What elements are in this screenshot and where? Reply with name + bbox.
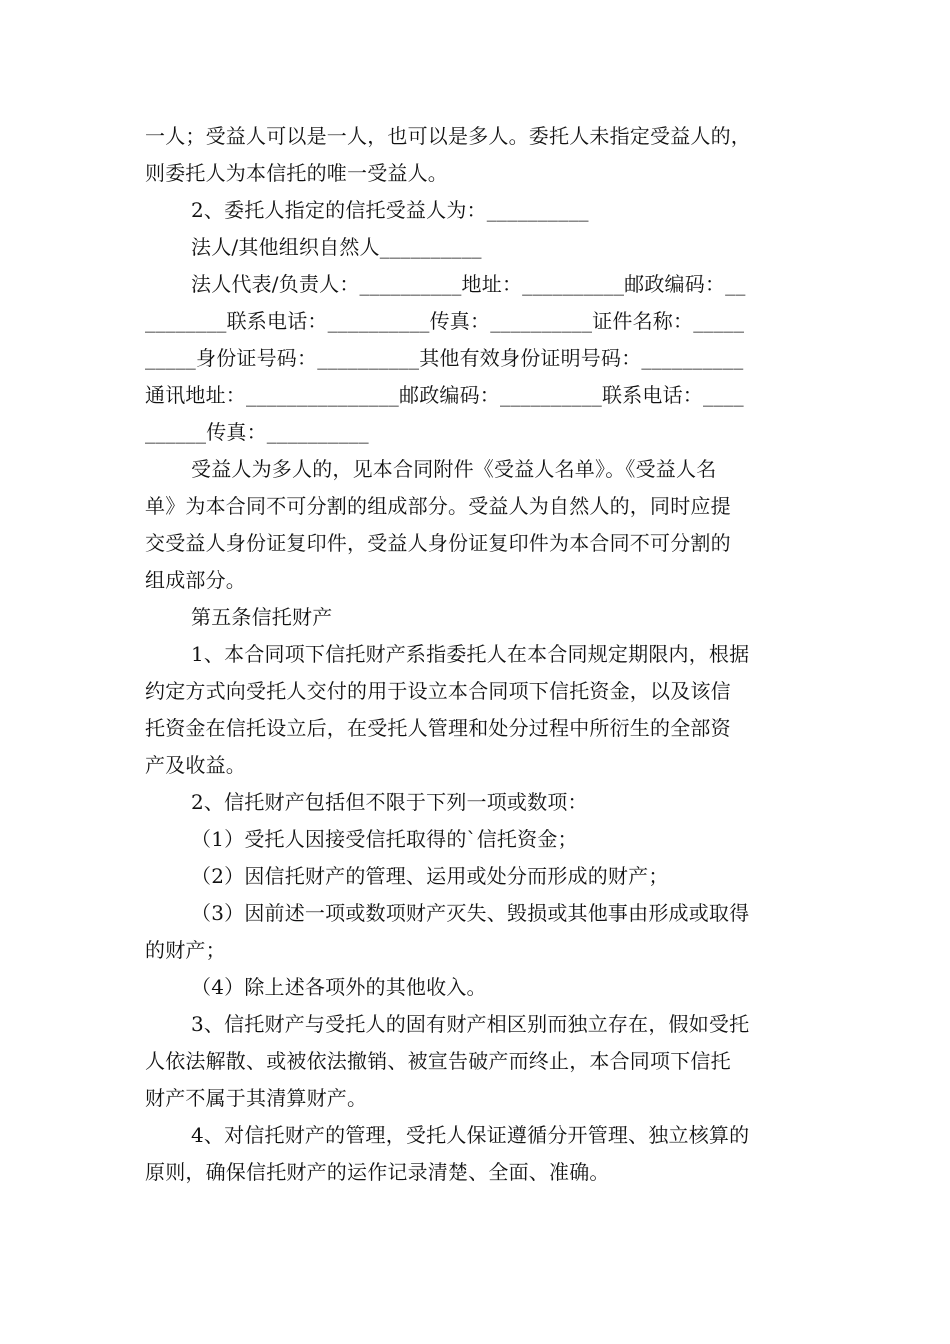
- section-heading: 第五条信托财产: [191, 605, 333, 629]
- text-line: 通讯地址：_______________邮政编码：__________联系电话：____: [145, 383, 744, 407]
- text-line: 法人代表/负责人：__________地址：__________邮政编码：__: [191, 272, 746, 296]
- text-line: _____身份证号码：__________其他有效身份证明号码：__________: [145, 346, 744, 370]
- text-line: 则委托人为本信托的唯一受益人。: [145, 161, 448, 185]
- text-line: 单》为本合同不可分割的组成部分。受益人为自然人的，同时应提: [145, 494, 731, 518]
- text-line: 约定方式向受托人交付的用于设立本合同项下信托资金，以及该信: [145, 679, 731, 703]
- text-line: 托资金在信托设立后，在受托人管理和处分过程中所衍生的全部资: [145, 716, 731, 740]
- text-line: ________联系电话：__________传真：__________证件名称：_____: [145, 309, 745, 333]
- text-line: 的财产；: [145, 938, 226, 962]
- text-line: 一人；受益人可以是一人，也可以是多人。委托人未指定受益人的，: [145, 124, 751, 148]
- text-line: 2、委托人指定的信托受益人为：__________: [191, 198, 589, 222]
- text-line: 受益人为多人的，见本合同附件《受益人名单》。《受益人名: [191, 457, 717, 481]
- text-line: ______传真：__________: [145, 420, 369, 444]
- text-line: 3、信托财产与受托人的固有财产相区别而独立存在，假如受托: [191, 1012, 750, 1036]
- text-line: 4、对信托财产的管理，受托人保证遵循分开管理、独立核算的: [191, 1123, 750, 1147]
- document-body: [145, 118, 807, 1191]
- text-line: 财产不属于其清算财产。: [145, 1086, 368, 1110]
- text-line: 2、信托财产包括但不限于下列一项或数项：: [191, 790, 588, 814]
- text-line: （1）受托人因接受信托取得的`信托资金；: [191, 827, 578, 851]
- text-line: 1、本合同项下信托财产系指委托人在本合同规定期限内，根据: [191, 642, 750, 666]
- text-line: 人依法解散、或被依法撤销、被宣告破产而终止，本合同项下信托: [145, 1049, 731, 1073]
- text-line: （2）因信托财产的管理、运用或处分而形成的财产；: [191, 864, 669, 888]
- text-line: 交受益人身份证复印件，受益人身份证复印件为本合同不可分割的: [145, 531, 731, 555]
- text-line: 组成部分。: [145, 568, 246, 592]
- text-line: （4）除上述各项外的其他收入。: [191, 975, 487, 999]
- text-line: 产及收益。: [145, 753, 246, 777]
- text-line: 原则，确保信托财产的运作记录清楚、全面、准确。: [145, 1160, 610, 1184]
- text-line: （3）因前述一项或数项财产灭失、毁损或其他事由形成或取得: [191, 901, 750, 925]
- text-line: 法人/其他组织自然人__________: [191, 235, 482, 259]
